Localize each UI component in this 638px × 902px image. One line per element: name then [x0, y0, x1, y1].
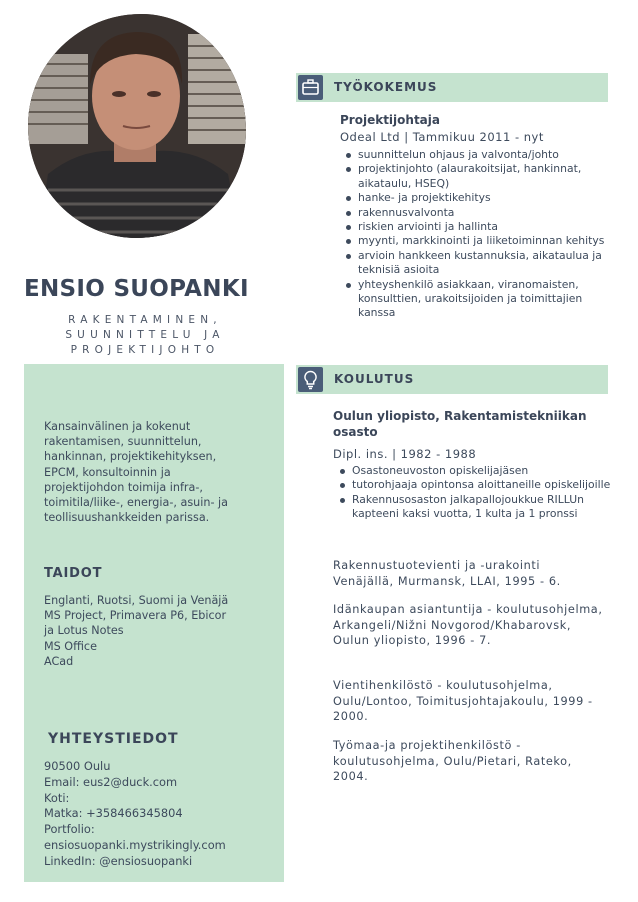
work-section-header — [296, 73, 608, 102]
contact-address: 90500 Oulu — [44, 759, 111, 773]
education-section-title: KOULUTUS — [334, 372, 415, 386]
training-entry: Vientihenkilöstö - koulutusohjelma, Oulu/Lontoo, Toimitusjohtajakoulu, 1999 - 2000. — [333, 679, 593, 724]
intro-line: hankinnan, projektikehityksen, — [44, 450, 217, 464]
skill-item: ACad — [44, 654, 74, 668]
list-item: Osastoneuvoston opiskelijajäsen — [352, 464, 614, 478]
education-section-header — [296, 365, 608, 394]
contact-linkedin-link[interactable]: LinkedIn: @ensiosuopanki — [44, 853, 193, 868]
list-item: hanke- ja projektikehitys — [358, 191, 620, 205]
job-title: Projektijohtaja — [340, 113, 440, 127]
list-item: arvioin hankkeen kustannuksia, aikataulua ja teknisiä asioita — [358, 249, 620, 278]
education-school: Oulun yliopisto, Rakentamistekniikan osasto — [333, 409, 587, 439]
subtitle-line: PROJEKTIJOHTO — [70, 344, 220, 356]
intro-line: projektijohdon toimija infra-, — [44, 480, 203, 494]
intro-line: rakentamisen, suunnittelun, — [44, 435, 202, 449]
intro-line: EPCM, konsultoinnin ja — [44, 465, 171, 479]
list-item: riskien arviointi ja hallinta — [358, 220, 620, 234]
list-item: yhteyshenkilö asiakkaan, viranomaisten, konsulttien, urakoitsijoiden ja toimittajien kanssa — [358, 278, 620, 321]
list-item: projektinjohto (alaurakoitsijat, hankinnat, aikataulu, HSEQ) — [358, 162, 620, 191]
work-duties-list — [342, 148, 620, 321]
work-section-title: TYÖKOKEMUS — [334, 80, 438, 94]
education-activities-list — [336, 464, 614, 522]
intro-line: toimitila/liike-, energia-, asuin- ja — [44, 496, 229, 510]
briefcase-icon — [298, 75, 323, 100]
job-subtitle — [40, 313, 250, 358]
list-item: rakennusvalvonta — [358, 206, 620, 220]
lightbulb-icon — [298, 367, 323, 392]
intro-text — [44, 419, 244, 525]
skill-item: MS Project, Primavera P6, Ebicor — [44, 609, 227, 623]
intro-line: Kansainvälinen ja kokenut — [44, 420, 191, 433]
contact-mobile-phone[interactable]: Matka: +358466345804 — [44, 806, 183, 821]
intro-line: teollisuushankkeiden parissa. — [44, 511, 210, 525]
education-degree: Dipl. ins. | 1982 - 1988 — [333, 447, 477, 461]
person-name: ENSIO SUOPANKI — [24, 276, 249, 302]
skill-item: ja Lotus Notes — [44, 624, 124, 638]
skill-item: MS Office — [44, 639, 97, 653]
skills-list — [44, 593, 254, 669]
contact-list — [44, 759, 280, 870]
job-company: Odeal Ltd | Tammikuu 2011 - nyt — [340, 130, 544, 144]
training-entry: Idänkaupan asiantuntija - koulutusohjelma, Arkangeli/Nižni Novgorod/Khabarovsk, Oulun yliopisto, 1996 - 7. — [333, 603, 603, 648]
contact-home-phone: Koti: — [44, 790, 70, 805]
subtitle-line: RAKENTAMINEN, — [68, 314, 222, 326]
subtitle-line: SUUNNITTELU JA — [65, 329, 225, 341]
portrait-image — [28, 14, 246, 238]
contact-heading: YHTEYSTIEDOT — [48, 731, 179, 747]
list-item: Rakennusosaston jalkapallojoukkue RILLUn kapteeni kaksi vuotta, 1 kulta ja 1 pronssi — [352, 493, 614, 522]
list-item: suunnittelun ohjaus ja valvonta/johto — [358, 148, 620, 162]
contact-portfolio-link[interactable]: Portfolio: ensiosuopanki.mystrikingly.com — [44, 822, 226, 852]
profile-photo — [28, 14, 246, 238]
list-item: tutorohjaaja opintonsa aloittaneille opiskelijoille — [352, 478, 614, 492]
training-entry: Työmaa-ja projektihenkilöstö - koulutusohjelma, Oulu/Pietari, Rateko, 2004. — [333, 739, 572, 784]
training-entry: Rakennustuotevienti ja -urakointi Venäjällä, Murmansk, LLAI, 1995 - 6. — [333, 559, 561, 588]
contact-email[interactable]: Email: eus2@duck.com — [44, 774, 178, 789]
skills-heading: TAIDOT — [44, 566, 103, 581]
skill-item: Englanti, Ruotsi, Suomi ja Venäjä — [44, 594, 229, 607]
list-item: myynti, markkinointi ja liiketoiminnan kehitys — [358, 234, 620, 248]
